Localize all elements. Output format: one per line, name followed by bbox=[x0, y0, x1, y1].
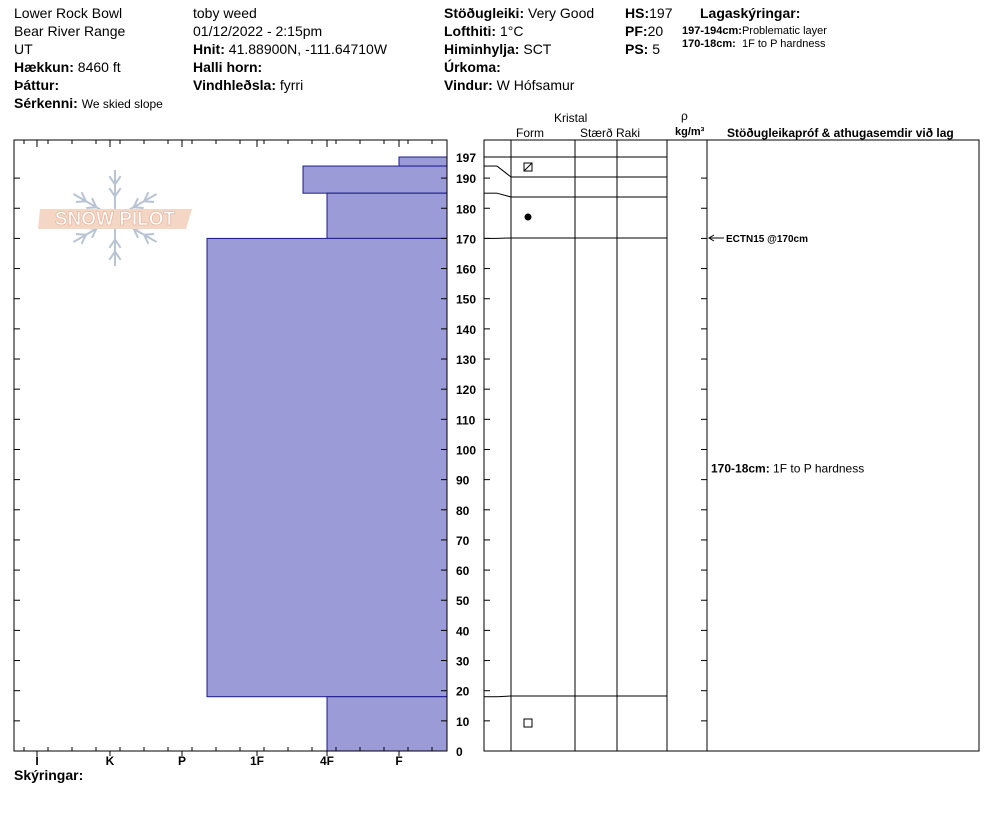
hardness-layer-bar bbox=[399, 157, 447, 166]
hardness-tick-label: I bbox=[35, 754, 39, 768]
depth-tick-label: 100 bbox=[456, 443, 477, 458]
special-label: Sérkenni: bbox=[14, 95, 78, 111]
ps-label: PS: bbox=[625, 41, 649, 57]
depth-tick-label: 60 bbox=[456, 564, 470, 579]
sky-value: SCT bbox=[523, 41, 552, 57]
ps-value: 5 bbox=[652, 41, 661, 57]
snowflake-branch bbox=[86, 207, 96, 208]
snowflake-branch bbox=[134, 207, 144, 208]
layer-comment bbox=[711, 462, 864, 476]
faceted-icon bbox=[524, 719, 532, 727]
legend-range: 170-18cm: bbox=[682, 38, 736, 50]
hardness-layer-bar bbox=[327, 697, 447, 751]
coords-value: 41.88900N, -111.64710W bbox=[228, 41, 388, 57]
special-value: We skied slope bbox=[81, 97, 163, 111]
air-temp-label: Lofthiti: bbox=[444, 23, 497, 39]
depth-tick-label: 10 bbox=[456, 714, 470, 729]
stability-value: Very Good bbox=[528, 5, 595, 21]
boundary-connector bbox=[497, 193, 511, 197]
hardness-tick-label: P bbox=[177, 754, 187, 768]
crystal-header: Kristal bbox=[554, 111, 588, 125]
depth-tick-label: 30 bbox=[456, 654, 470, 669]
hardness-layers bbox=[207, 157, 447, 751]
hardness-tick-label: 1F bbox=[249, 754, 265, 768]
hardness-tick-label: 4F bbox=[319, 754, 335, 768]
depth-tick-label: 150 bbox=[456, 292, 477, 307]
wind-loading-label: Vindhleðsla: bbox=[193, 77, 276, 93]
wind-value: W Hófsamur bbox=[496, 77, 575, 93]
depth-tick-label: 130 bbox=[456, 353, 477, 368]
air-temp-value: 1°C bbox=[499, 23, 524, 39]
layer-comment-text: 1F to P hardness bbox=[769, 461, 865, 476]
legend-text: Problematic layer bbox=[741, 25, 827, 37]
boundary-connector bbox=[497, 696, 511, 697]
snowpilot-logo bbox=[38, 170, 192, 266]
form-header: Form bbox=[516, 126, 544, 140]
wind-loading-value: fyrri bbox=[279, 77, 304, 93]
moisture-header: Raki bbox=[616, 126, 641, 140]
location-name: Lower Rock Bowl bbox=[14, 5, 123, 21]
hardness-layer-bar bbox=[303, 166, 447, 193]
depth-tick-label: 190 bbox=[456, 172, 477, 187]
snowflake-branch bbox=[76, 234, 86, 235]
hardness-tick-label: K bbox=[105, 754, 115, 768]
boundary-connector bbox=[497, 166, 511, 177]
depth-tick-label: 80 bbox=[456, 503, 470, 518]
hardness-tick-label: F bbox=[395, 754, 403, 768]
melt-form-icon bbox=[525, 214, 532, 221]
snowflake-branch bbox=[144, 201, 154, 202]
hs-label: HS: bbox=[625, 5, 650, 21]
logo-text: SNOW PILOT bbox=[54, 209, 176, 230]
crystal-table-frame bbox=[484, 140, 979, 751]
sky-label: Himinhylja: bbox=[444, 41, 520, 57]
depth-tick-label: 170 bbox=[456, 232, 477, 247]
pf-value: 20 bbox=[647, 23, 664, 39]
slope-angle-label: Halli horn: bbox=[193, 59, 263, 75]
grain-form-symbols bbox=[524, 163, 532, 727]
wind-label: Vindur: bbox=[444, 77, 493, 93]
rho-header: ρ bbox=[681, 109, 688, 123]
observation-datetime: 01/12/2022 - 2:15pm bbox=[193, 23, 323, 39]
comments-header: Stöðugleikapróf & athugasemdir við lag bbox=[727, 126, 954, 140]
layer-legend-label: Lagaskýringar: bbox=[700, 5, 801, 21]
depth-tick-label: 160 bbox=[456, 262, 477, 277]
pf-label: PF: bbox=[625, 23, 648, 39]
mountain-range: Bear River Range bbox=[14, 23, 126, 39]
depth-tick-label: 90 bbox=[456, 473, 470, 488]
depth-tick-label: 70 bbox=[456, 533, 470, 548]
mixed-forms-icon-slash bbox=[524, 163, 532, 171]
legend-range: 197-194cm: bbox=[682, 25, 742, 37]
test-result-text: ECTN15 @170cm bbox=[726, 234, 809, 245]
observer-name: toby weed bbox=[193, 5, 257, 21]
snowflake-branch bbox=[76, 201, 86, 202]
snowflake-branch bbox=[144, 234, 154, 235]
coords-label: Hnit: bbox=[193, 41, 225, 57]
depth-tick-label: 180 bbox=[456, 202, 477, 217]
depth-tick-label: 197 bbox=[456, 151, 477, 165]
density-unit-header: kg/m³ bbox=[675, 126, 705, 138]
depth-tick-label: 140 bbox=[456, 322, 477, 337]
depth-tick-label: 0 bbox=[456, 745, 463, 759]
elevation-label: Hækkun: bbox=[14, 59, 74, 75]
legend-text: 1F to P hardness bbox=[741, 38, 826, 50]
hardness-layer-bar bbox=[327, 193, 447, 238]
stability-label: Stöðugleiki: bbox=[444, 5, 525, 21]
elevation-value: 8460 ft bbox=[77, 59, 121, 75]
hs-value: 197 bbox=[649, 5, 673, 21]
precip-label: Úrkoma: bbox=[444, 59, 501, 75]
layer-comments bbox=[711, 462, 864, 476]
notes-label: Skýringar: bbox=[14, 767, 84, 783]
aspect-label: Þáttur: bbox=[14, 77, 60, 93]
size-header: Stærð bbox=[580, 126, 613, 140]
depth-tick-label: 40 bbox=[456, 624, 470, 639]
depth-tick-label: 20 bbox=[456, 684, 470, 699]
stability-tests bbox=[709, 234, 808, 245]
layer-comment-range: 170-18cm: bbox=[711, 461, 770, 476]
state: UT bbox=[14, 41, 33, 57]
depth-tick-label: 50 bbox=[456, 594, 470, 609]
hardness-layer-bar bbox=[207, 238, 447, 696]
depth-tick-label: 110 bbox=[456, 413, 476, 428]
depth-tick-label: 120 bbox=[456, 383, 477, 398]
